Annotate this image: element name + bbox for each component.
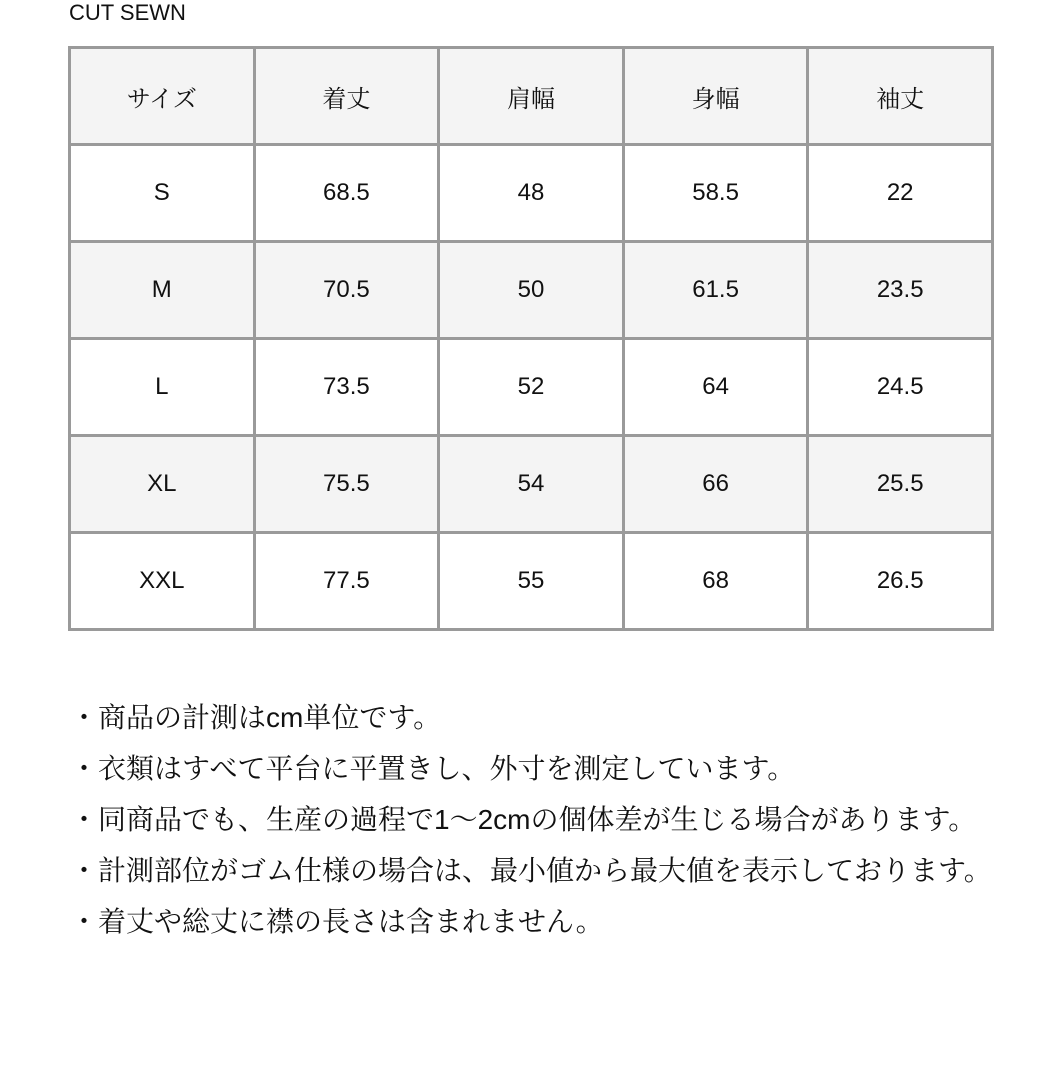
table-cell: 77.5 xyxy=(254,533,439,630)
table-cell: S xyxy=(70,145,255,242)
table-row xyxy=(70,436,993,533)
table-cell: XXL xyxy=(70,533,255,630)
table-row xyxy=(70,242,993,339)
table-cell: 70.5 xyxy=(254,242,439,339)
table-cell: 64 xyxy=(623,339,808,436)
table-cell: 58.5 xyxy=(623,145,808,242)
note-item: ・同商品でも、生産の過程で1〜2cmの個体差が生じる場合があります。 xyxy=(70,804,977,835)
table-cell: 24.5 xyxy=(808,339,993,436)
table-cell: 26.5 xyxy=(808,533,993,630)
table-cell: 68.5 xyxy=(254,145,439,242)
table-row xyxy=(70,533,993,630)
header-cell: 袖丈 xyxy=(808,48,993,145)
header-cell: 身幅 xyxy=(623,48,808,145)
table-cell: 52 xyxy=(439,339,624,436)
table-cell: 50 xyxy=(439,242,624,339)
table-cell: 22 xyxy=(808,145,993,242)
table-cell: 61.5 xyxy=(623,242,808,339)
header-cell: 着丈 xyxy=(254,48,439,145)
note-item: ・計測部位がゴム仕様の場合は、最小値から最大値を表示しております。 xyxy=(70,855,992,886)
table-cell: 25.5 xyxy=(808,436,993,533)
size-table xyxy=(68,46,994,631)
table-header-row xyxy=(70,48,993,145)
table-cell: 55 xyxy=(439,533,624,630)
table-cell: 54 xyxy=(439,436,624,533)
table-cell: M xyxy=(70,242,255,339)
table-cell: XL xyxy=(70,436,255,533)
table-cell: 75.5 xyxy=(254,436,439,533)
table-cell: 73.5 xyxy=(254,339,439,436)
table-cell: 66 xyxy=(623,436,808,533)
note-item: ・商品の計測はcm単位です。 xyxy=(70,702,442,733)
table-cell: 23.5 xyxy=(808,242,993,339)
table-cell: L xyxy=(70,339,255,436)
header-cell: 肩幅 xyxy=(439,48,624,145)
table-row xyxy=(70,339,993,436)
note-item: ・衣類はすべて平台に平置きし、外寸を測定しています。 xyxy=(70,753,796,784)
section-title: CUT SEWN xyxy=(69,0,186,25)
table-row xyxy=(70,145,993,242)
header-cell: サイズ xyxy=(70,48,255,145)
notes-list xyxy=(70,692,1000,947)
table-cell: 68 xyxy=(623,533,808,630)
table-cell: 48 xyxy=(439,145,624,242)
note-item: ・着丈や総丈に襟の長さは含まれません。 xyxy=(70,906,604,937)
